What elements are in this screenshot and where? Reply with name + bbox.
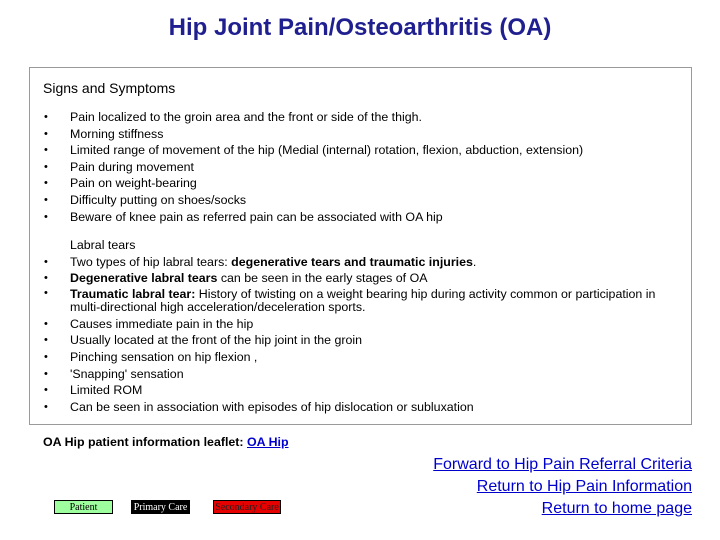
list-item: • Pain during movement [43,159,583,176]
list-item: • Pain localized to the groin area and the front or side of the thigh. [43,109,583,126]
labral-traumatic-item [43,287,660,316]
forward-referral-criteria-link[interactable]: Forward to Hip Pain Referral Criteria [433,456,692,473]
leaflet-line [43,435,289,449]
list-item: • Morning stiffness [43,126,583,143]
traumatic-rest: History of twisting on a weight bearing hip during activity common or participation in multi-directional high acceleration/deceleration sports. [70,286,656,314]
list-item: • Can be seen in association with episodes of hip dislocation or subluxation [43,399,660,416]
traumatic-bold: Traumatic labral tear: [70,286,196,301]
list-item: • Causes immediate pain in the hip [43,316,660,333]
degenerative-bold: Degenerative labral tears [70,271,218,286]
primary-care-tag: Primary Care [131,500,190,514]
labral-types-item [43,254,660,271]
return-home-link[interactable]: Return to home page [541,500,692,517]
list-item: • Limited range of movement of the hip (Medial (internal) rotation, flexion, abduction, extension) [43,142,583,159]
return-hip-pain-info-link[interactable]: Return to Hip Pain Information [476,478,692,495]
leaflet-label: OA Hip patient information leaflet: [43,435,247,449]
page-title: Hip Joint Pain/Osteoarthritis (OA) [168,14,552,41]
labral-heading: Labral tears [70,238,136,252]
labral-types-suffix: . [472,254,477,269]
labral-list [43,237,660,415]
labral-degenerative-item [43,270,660,287]
list-item: • Pain on weight-bearing [43,175,583,192]
signs-list [43,109,583,225]
labral-types-prefix: Two types of hip labral tears: [70,254,232,269]
degenerative-rest: can be seen in the early stages of OA [217,271,428,286]
oa-hip-leaflet-link[interactable]: OA Hip [247,435,289,449]
list-item: • 'Snapping' sensation [43,366,660,383]
signs-heading: Signs and Symptoms [43,80,176,96]
list-item: • Beware of knee pain as referred pain can be associated with OA hip [43,209,583,226]
list-item: • Usually located at the front of the hip joint in the groin [43,332,660,349]
list-item: • Limited ROM [43,382,660,399]
patient-tag: Patient [54,500,113,514]
labral-types-bold: degenerative tears and traumatic injuries [231,254,473,269]
list-item: • Difficulty putting on shoes/socks [43,192,583,209]
list-item: • Pinching sensation on hip flexion , [43,349,660,366]
secondary-care-tag: Secondary Care [213,500,281,514]
nav-links [433,454,692,520]
